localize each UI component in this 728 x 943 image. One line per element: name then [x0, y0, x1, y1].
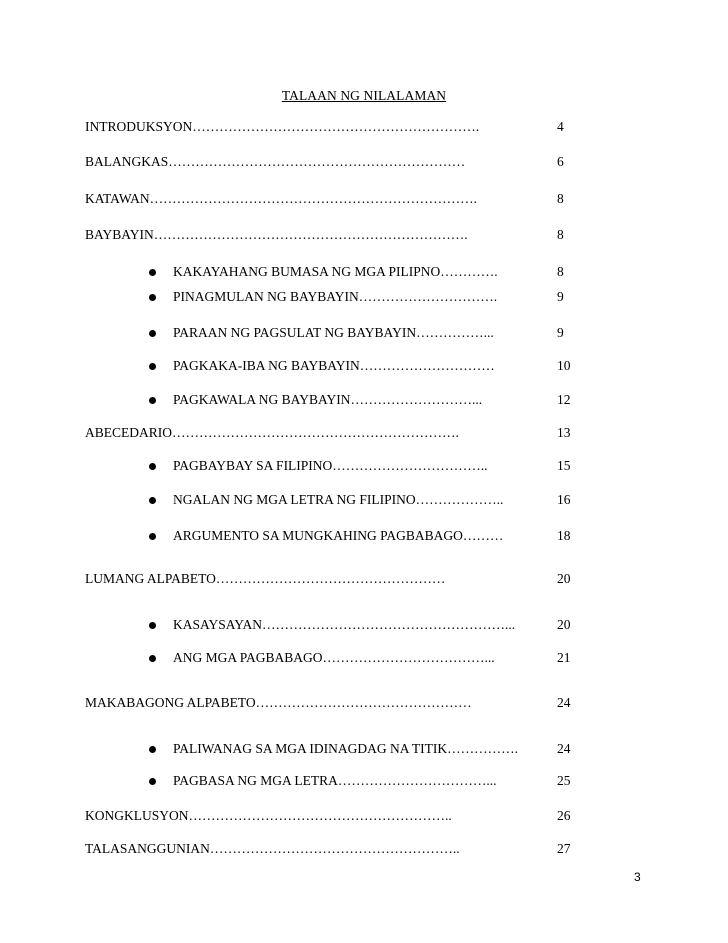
toc-entry-page: 25 — [557, 773, 571, 788]
toc-entry-page: 20 — [557, 571, 571, 586]
toc-entry-label: ANG MGA PAGBABAGO………………………………... — [173, 650, 495, 665]
toc-entry-label: PAGKAWALA NG BAYBAYIN………………………... — [173, 392, 483, 407]
toc-subentry — [0, 288, 728, 306]
toc-entry-page: 20 — [557, 617, 571, 632]
toc-entry-label: KATAWAN………………………………………………………………. — [85, 191, 477, 206]
toc-entry-label: MAKABAGONG ALPABETO………………………………………… — [85, 695, 472, 710]
toc-title: TALAAN NG NILALAMAN — [281, 88, 447, 103]
toc-entry-label: INTRODUKSYON………………………………………………………. — [85, 119, 480, 134]
toc-subentry — [0, 391, 728, 409]
toc-entry-baybayin — [0, 226, 728, 244]
bullet-icon — [149, 655, 156, 662]
toc-entry-label: KAKAYAHANG BUMASA NG MGA PILIPNO…………. — [173, 264, 498, 279]
bullet-icon — [149, 746, 156, 753]
toc-entry-introduksyon — [0, 118, 728, 136]
toc-subentry — [0, 457, 728, 475]
toc-subentry — [0, 263, 728, 281]
toc-subentry — [0, 740, 728, 758]
bullet-icon — [149, 330, 156, 337]
toc-entry-label: ARGUMENTO SA MUNGKAHING PAGBABAGO……… — [173, 528, 504, 543]
bullet-icon — [149, 463, 156, 470]
bullet-icon — [149, 778, 156, 785]
toc-entry-talasanggunian — [0, 840, 728, 858]
toc-entry-page: 24 — [557, 741, 571, 756]
toc-entry-label: PARAAN NG PAGSULAT NG BAYBAYIN……………... — [173, 325, 494, 340]
toc-entry-page: 13 — [557, 425, 571, 440]
toc-entry-balangkas — [0, 153, 728, 171]
toc-entry-label: TALASANGGUNIAN……………………………………………….. — [85, 841, 460, 856]
toc-entry-abecedario — [0, 424, 728, 442]
toc-entry-page: 4 — [557, 119, 564, 134]
toc-entry-label: PAGBAYBAY SA FILIPINO…………………………….. — [173, 458, 488, 473]
toc-entry-page: 26 — [557, 808, 571, 823]
toc-entry-page: 15 — [557, 458, 571, 473]
toc-entry-label: ABECEDARIO………………………………………………………. — [85, 425, 459, 440]
toc-entry-label: PAGBASA NG MGA LETRA……………………………... — [173, 773, 497, 788]
bullet-icon — [149, 533, 156, 540]
toc-entry-page: 6 — [557, 154, 564, 169]
toc-entry-label: PALIWANAG SA MGA IDINAGDAG NA TITIK……………. — [173, 741, 519, 756]
toc-entry-page: 12 — [557, 392, 571, 407]
bullet-icon — [149, 497, 156, 504]
toc-subentry — [0, 527, 728, 545]
bullet-icon — [149, 363, 156, 370]
bullet-icon — [149, 294, 156, 301]
toc-subentry — [0, 491, 728, 509]
bullet-icon — [149, 397, 156, 404]
toc-entry-page: 16 — [557, 492, 571, 507]
toc-subentry — [0, 616, 728, 634]
toc-entry-page: 9 — [557, 325, 564, 340]
toc-entry-page: 9 — [557, 289, 564, 304]
toc-subentry — [0, 772, 728, 790]
toc-entry-page: 8 — [557, 264, 564, 279]
toc-entry-page: 18 — [557, 528, 571, 543]
toc-entry-label: LUMANG ALPABETO…………………………………………… — [85, 571, 446, 586]
toc-entry-kongklusyon — [0, 807, 728, 825]
toc-entry-page: 21 — [557, 650, 571, 665]
page-number: 3 — [634, 870, 641, 884]
toc-entry-katawan — [0, 190, 728, 208]
toc-entry-page: 24 — [557, 695, 571, 710]
toc-entry-page: 27 — [557, 841, 571, 856]
toc-entry-lumang-alpabeto — [0, 570, 728, 588]
bullet-icon — [149, 269, 156, 276]
toc-subentry — [0, 357, 728, 375]
toc-entry-makabagong-alpabeto — [0, 694, 728, 712]
bullet-icon — [149, 622, 156, 629]
toc-entry-label: BAYBAYIN……………………………………………………………. — [85, 227, 468, 242]
toc-entry-page: 8 — [557, 191, 564, 206]
toc-entry-page: 8 — [557, 227, 564, 242]
toc-subentry — [0, 649, 728, 667]
toc-subentry — [0, 324, 728, 342]
toc-entry-label: NGALAN NG MGA LETRA NG FILIPINO……………….. — [173, 492, 504, 507]
toc-entry-label: BALANGKAS………………………………………………………… — [85, 154, 466, 169]
toc-entry-label: PAGKAKA-IBA NG BAYBAYIN………………………… — [173, 358, 495, 373]
toc-entry-label: PINAGMULAN NG BAYBAYIN…………………………. — [173, 289, 498, 304]
toc-entry-label: KASAYSAYAN………………………………………………... — [173, 617, 516, 632]
toc-entry-label: KONGKLUSYON………………………………………………….. — [85, 808, 452, 823]
toc-entry-page: 10 — [557, 358, 571, 373]
